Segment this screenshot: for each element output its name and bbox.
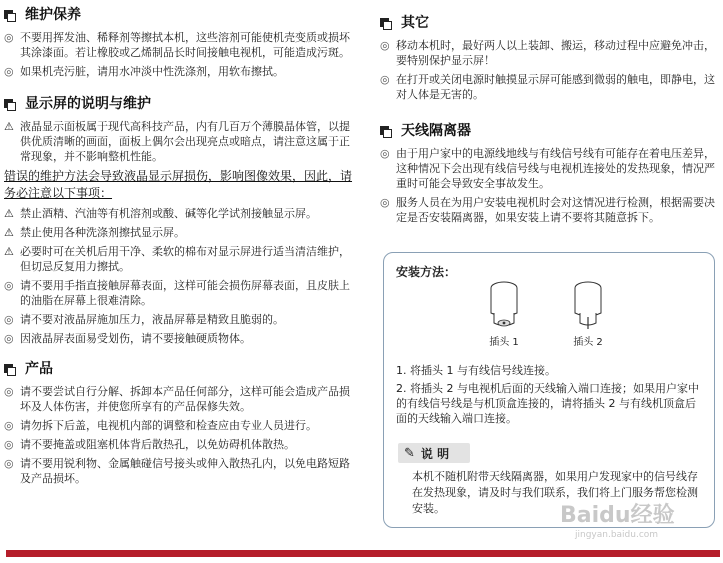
note-text: 本机不随机附带天线隔离器，如果用户发现家中的信号线存在发热现象，请及时与我们联系，我们将上门服务帮您检测安装。	[412, 470, 698, 515]
list-item: ◎ 因液晶屏表面易受划伤，请不要接触硬质物体。	[4, 332, 251, 345]
install-step-2: 2. 将插头 2 与电视机后面的天线输入端口连接；如果用户家中的有线信号线是与机顶盒连接的，请将插头 2 与有线机顶盒后面的天线输入端口连接。	[396, 382, 699, 425]
bullet-icon: ◎	[380, 196, 390, 209]
bullet-icon: ◎	[4, 438, 14, 451]
section-heading-product: 产品	[4, 358, 356, 378]
section-marker-icon	[380, 126, 389, 135]
list-item: ◎ 如果机壳污脏，请用水冲淡中性洗涤剂，用软布擦拭。	[4, 65, 284, 78]
install-title: 安装方法：	[396, 265, 457, 279]
list-item: ◎ 请不要用锐利物、金属触碰信号接头或伸入散热孔内，以免电路短路及产品损坏。	[4, 457, 350, 485]
bullet-icon: ◎	[4, 65, 14, 78]
warning-item: ⚠ 禁止使用各种洗涤剂擦拭显示屏。	[4, 226, 185, 239]
pencil-icon: ✎	[404, 445, 415, 461]
bullet-icon: ◎	[4, 457, 14, 470]
section-heading-other: 其它	[380, 12, 720, 32]
plug-2-icon	[568, 279, 608, 331]
list-item: ◎ 服务人员在为用户安装电视机时会对这情况进行检测，根据需要决定是否安装隔离器，如果安装上请不要将其随意拆下。	[380, 196, 715, 224]
bullet-icon: ◎	[4, 313, 14, 326]
list-item: ◎ 请不要尝试自行分解、拆卸本产品任何部分，这样可能会造成产品损坏及人体伤害，并使您所享有的产品保修失效。	[4, 385, 350, 413]
plug-2-figure	[568, 279, 608, 348]
list-item: ◎ 请勿拆下后盖，电视机内部的调整和检查应由专业人员进行。	[4, 419, 317, 432]
bullet-icon: ◎	[380, 73, 390, 86]
warning-icon: ⚠	[4, 207, 14, 220]
warning-icon: ⚠	[4, 245, 14, 258]
watermark-logo: Baidu经验	[560, 503, 675, 528]
bullet-icon: ◎	[380, 147, 390, 160]
section-marker-icon	[4, 99, 13, 108]
section-marker-icon	[380, 18, 389, 27]
list-item: ◎ 由于用户家中的电源线地线与有线信号线有可能存在着电压差异，这种情况下会出现有线信号线与电视机连接处的发热现象，情况严重时可能会导致安全事故发生。	[380, 147, 715, 190]
left-column	[4, 0, 356, 490]
bullet-icon: ◎	[4, 419, 14, 432]
list-item: ◎ 在打开或关闭电源时触摸显示屏可能感到微弱的触电，即静电，这对人体是无害的。	[380, 73, 715, 101]
install-step-1: 1. 将插头 1 与有线信号线连接。	[396, 364, 556, 377]
watermark-url: jingyan.baidu.com	[575, 530, 659, 540]
warning-icon: ⚠	[4, 226, 14, 239]
warning-item: ⚠ 液晶显示面板属于现代高科技产品，内有几百万个薄膜晶体管，以提供优质清晰的画面，面板上偶尔会出现亮点或暗点，请注意这属于正常现象，并不影响整机性能。	[4, 120, 350, 163]
section-marker-icon	[4, 10, 13, 19]
warning-icon: ⚠	[4, 120, 14, 133]
section-heading-maintenance: 维护保养	[4, 4, 356, 24]
list-item: ◎ 请不要对液晶屏施加压力，液晶屏幕是精致且脆弱的。	[4, 313, 284, 326]
note-header: ✎ 说 明	[398, 443, 470, 463]
plug-1-icon	[484, 279, 524, 331]
list-item: ◎ 不要用挥发油、稀释剂等擦拭本机，这些溶剂可能使机壳变质或损坏其涂漆面。若让橡胶或乙烯制品长时间接触电视机，可能造成污斑。	[4, 31, 350, 59]
bullet-icon: ◎	[4, 385, 14, 398]
warning-banner: 错误的维护方法会导致液晶显示屏损伤，影响图像效果，因此，请务必注意以下事项：	[4, 169, 353, 200]
warning-item: ⚠ 禁止酒精、汽油等有机溶剂或酸、碱等化学试剂接触显示屏。	[4, 207, 317, 220]
list-item: ◎ 移动本机时，最好两人以上装卸、搬运，移动过程中应避免冲击，要特别保护显示屏！	[380, 39, 715, 67]
install-box	[383, 252, 715, 528]
bullet-icon: ◎	[4, 31, 14, 44]
right-column	[380, 0, 720, 229]
warning-item: ⚠ 必要时可在关机后用干净、柔软的棉布对显示屏进行适当清洁维护，但切忌反复用力擦拭。	[4, 245, 350, 273]
list-item: ◎ 请不要用手指直接触屏幕表面，这样可能会损伤屏幕表面，且皮肤上的油脂在屏幕上很难清除。	[4, 279, 350, 307]
section-heading-display: 显示屏的说明与维护	[4, 93, 356, 113]
bullet-icon: ◎	[380, 39, 390, 52]
list-item: ◎ 请不要掩盖或阻塞机体背后散热孔，以免妨碍机体散热。	[4, 438, 295, 451]
bullet-icon: ◎	[4, 332, 14, 345]
section-marker-icon	[4, 364, 13, 373]
plug-2-label: 插头 2	[573, 337, 603, 348]
footer-bar	[6, 550, 720, 557]
section-heading-antenna-isolator: 天线隔离器	[380, 120, 720, 140]
plug-1-figure	[484, 279, 524, 348]
plug-1-label: 插头 1	[489, 337, 519, 348]
bullet-icon: ◎	[4, 279, 14, 292]
